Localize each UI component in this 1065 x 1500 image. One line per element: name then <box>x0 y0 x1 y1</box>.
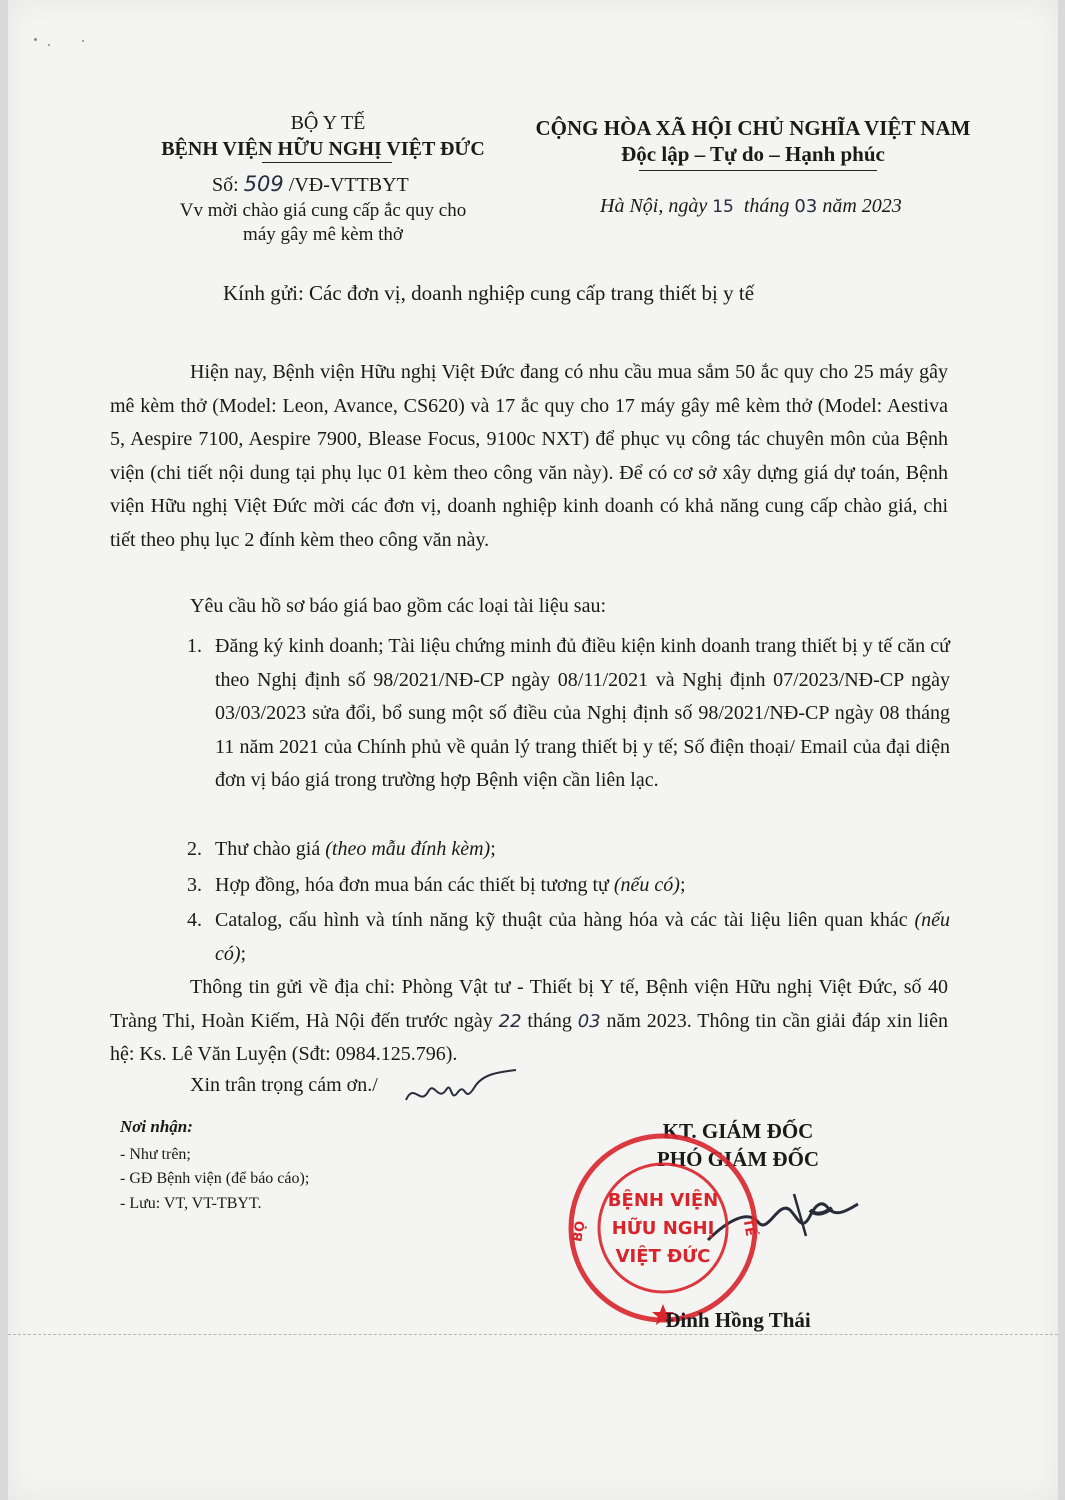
number-prefix: Số: <box>212 174 239 196</box>
item-text: Hợp đồng, hóa đơn mua bán các thiết bị tương tự <box>215 874 614 896</box>
item-number: 2. <box>187 838 202 860</box>
item-text: Thư chào giá <box>215 838 326 860</box>
item-number: 4. <box>187 909 202 931</box>
hospital-name: BỆNH VIỆN HỮU NGHỊ VIỆT ĐỨC <box>161 138 485 160</box>
number-handwritten: 509 <box>243 172 284 196</box>
ministry-name: BỘ Y TẾ <box>290 112 366 134</box>
item-note: (nếu có) <box>613 874 680 896</box>
item-number: 1. <box>187 635 202 657</box>
signature-title-2: PHÓ GIÁM ĐỐC <box>656 1147 820 1171</box>
date-month-label: tháng <box>743 195 790 217</box>
recipient-line: Kính gửi: Các đơn vị, doanh nghiệp cung cấp trang thiết bị y tế <box>223 281 755 305</box>
closing-line: Xin trân trọng cám ơn./ <box>190 1074 378 1096</box>
requirements-intro: Yêu cầu hồ sơ báo giá bao gồm các loại tài liệu sau: <box>190 595 606 617</box>
requirement-item-4 <box>187 904 950 971</box>
hospital-underline <box>262 162 392 163</box>
number-suffix: /VĐ-VTTBYT <box>288 174 409 196</box>
address-text: năm 2023. Thông tin cần giải đáp xin liên hệ: Ks. Lê Văn Luyện (Sđt: 0984.125.796). <box>110 1009 948 1065</box>
receiver-item: - Như trên; <box>120 1146 191 1163</box>
signer-name: Đinh Hồng Thái <box>665 1308 811 1332</box>
issue-date <box>600 193 1000 220</box>
item-text: Catalog, cấu hình và tính năng kỹ thuật của hàng hóa và các tài liệu liên quan khác <box>215 909 915 931</box>
deadline-day: 22 <box>498 1010 522 1032</box>
date-month: 03 <box>794 196 818 217</box>
receivers-title: Nơi nhận: <box>120 1117 193 1136</box>
stamp-text-line2: HỮU NGHỊ <box>611 1218 715 1239</box>
stamp-ring-right: TẾ <box>739 1217 758 1238</box>
item-text: Đăng ký kinh doanh; Tài liệu chứng minh đủ điều kiện kinh doanh trang thiết bị y tế căn cứ theo Nghị định số 98/2021/NĐ-CP ngày 08/11/2021 và Nghị định 07/2023/NĐ-CP ngày 03/03/2023 sửa đổi, bổ sung một số điều của Nghị định số 98/2021/NĐ-CP ngày 08 tháng 11 năm 2021 của Chính phủ về quản lý trang thiết bị y tế; Số điện thoại/ Email của đại diện đơn vị báo giá trong trường hợp Bệnh viện cần liên lạc. <box>215 635 950 791</box>
paper-fold-line <box>8 1334 1058 1335</box>
initials-signature <box>400 1062 520 1112</box>
date-day: 15 <box>712 197 734 217</box>
official-stamp <box>563 1128 763 1328</box>
stamp-ring-left: BỘ <box>570 1219 589 1244</box>
country-name: CỘNG HÒA XÃ HỘI CHỦ NGHĨA VIỆT NAM <box>535 116 971 140</box>
intro-paragraph: Hiện nay, Bệnh viện Hữu nghị Việt Đức đang có nhu cầu mua sắm 50 ắc quy cho 25 máy gây mê kèm thở (Model: Leon, Avance, CS620) và 17 ắc quy cho 17 máy gây mê kèm thở (Model: Aestiva 5, Aespire 7100, Aespire 7900, Blease Focus, 9100c NXT) để phục vụ công tác chuyên môn của Bệnh viện (chi tiết nội dung tại phụ lục 01 kèm theo công văn này). Để có cơ sở xây dựng giá dự toán, Bệnh viện Hữu nghị Việt Đức mời các đơn vị, doanh nghiệp kinh doanh có khả năng cung cấp chào giá, chi tiết theo phụ lục 2 đính kèm theo công văn này. <box>110 361 948 551</box>
deadline-month: 03 <box>577 1010 601 1032</box>
requirement-item-2 <box>187 833 950 867</box>
date-place: Hà Nội, ngày <box>600 195 708 217</box>
item-tail: ; <box>679 874 686 896</box>
document-number <box>212 171 472 198</box>
dust-speck <box>82 40 84 42</box>
receiver-item: - GĐ Bệnh viện (để báo cáo); <box>120 1170 310 1187</box>
item-note: (theo mẫu đính kèm) <box>325 838 491 860</box>
item-note: (nếu có) <box>215 909 950 965</box>
address-text: Thông tin gửi về địa chỉ: Phòng Vật tư - Thiết bị Y tế, Bệnh viện Hữu nghị Việt Đức, số 40 Tràng Thi, Hoàn Kiếm, Hà Nội đến trước ngày <box>110 976 948 1032</box>
item-number: 3. <box>187 874 202 896</box>
requirement-item-1 <box>187 630 950 798</box>
requirement-item-3 <box>187 869 950 903</box>
dust-speck <box>48 44 50 46</box>
item-tail: ; <box>490 838 496 860</box>
dust-speck <box>34 38 37 41</box>
address-text: tháng <box>521 1009 578 1032</box>
receiver-item: - Lưu: VT, VT-TBYT. <box>120 1195 262 1212</box>
stamp-text-line3: VIỆT ĐỨC <box>615 1246 711 1267</box>
subject-line-2: máy gây mê kèm thở <box>243 224 403 245</box>
subject-line-1: Vv mời chào giá cung cấp ắc quy cho <box>179 200 467 221</box>
stamp-text-line1: BỆNH VIỆN <box>607 1190 719 1211</box>
motto-underline <box>639 170 877 171</box>
address-paragraph <box>110 971 948 1072</box>
signature-title-1: KT. GIÁM ĐỐC <box>662 1119 814 1143</box>
item-tail: ; <box>240 942 247 965</box>
date-year: năm 2023 <box>822 195 902 217</box>
document-page <box>8 0 1058 1500</box>
national-motto: Độc lập – Tự do – Hạnh phúc <box>621 142 885 166</box>
